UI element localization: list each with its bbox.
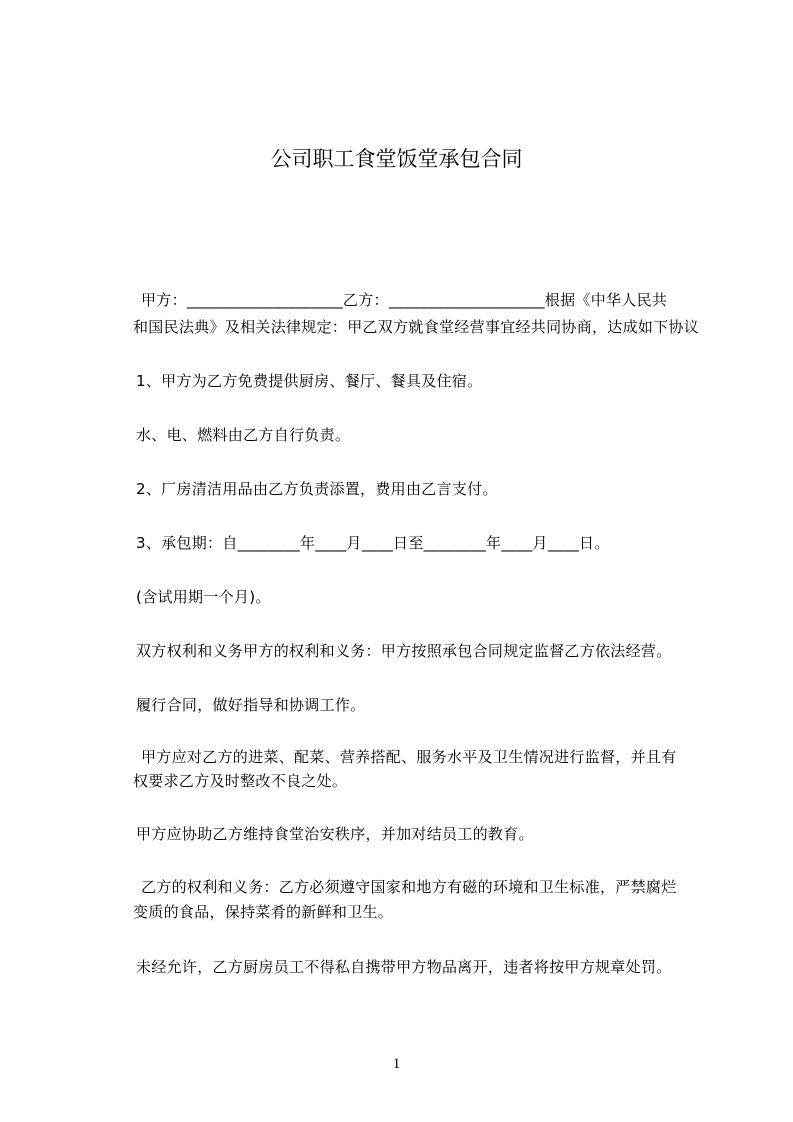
paragraph-9-line-2: 权要求乙方及时整改不良之处。 [133,772,348,790]
paragraph-1-line-1: 甲方：____________________乙方：____________________根据《中华人民共 [141,291,668,309]
paragraph-12: 未经允许，乙方厨房员工不得私自携带甲方物品离开，违者将按甲方规章处罚。 [136,958,672,976]
paragraph-1-line-2: 和国民法典》及相关法律规定：甲乙双方就食堂经营事宜经共同协商，达成如下协议 [133,318,700,336]
paragraph-8: 履行合同，做好指导和协调工作。 [136,696,366,714]
paragraph-2: 1、甲方为乙方免费提供厨房、餐厅、餐具及住宿。 [136,372,483,390]
paragraph-7: 双方权利和义务甲方的权利和义务：甲方按照承包合同规定监督乙方依法经营。 [136,642,672,660]
paragraph-5: 3、承包期：自________年____月____日至________年____月____日。 [136,534,610,552]
paragraph-6: (含试用期一个月)。 [136,588,271,606]
paragraph-10: 甲方应协助乙方维持食堂治安秩序，并加对结员工的教育。 [136,825,534,843]
paragraph-11-line-1: 乙方的权利和义务：乙方必须遵守国家和地方有磁的环境和卫生标准，严禁腐烂 [141,878,677,896]
page-number: 1 [392,1056,401,1072]
document-title: 公司职工食堂饭堂承包合同 [270,147,523,171]
paragraph-4: 2、厂房清洁用品由乙方负责添置，费用由乙言支付。 [136,480,498,498]
paragraph-9-line-1: 甲方应对乙方的进菜、配菜、营养搭配、服务水平及卫生情况进行监督，并且有 [141,748,677,766]
paragraph-11-line-2: 变质的食品，保持菜肴的新鲜和卫生。 [133,903,394,921]
paragraph-3: 水、电、燃料由乙方自行负责。 [136,426,351,444]
